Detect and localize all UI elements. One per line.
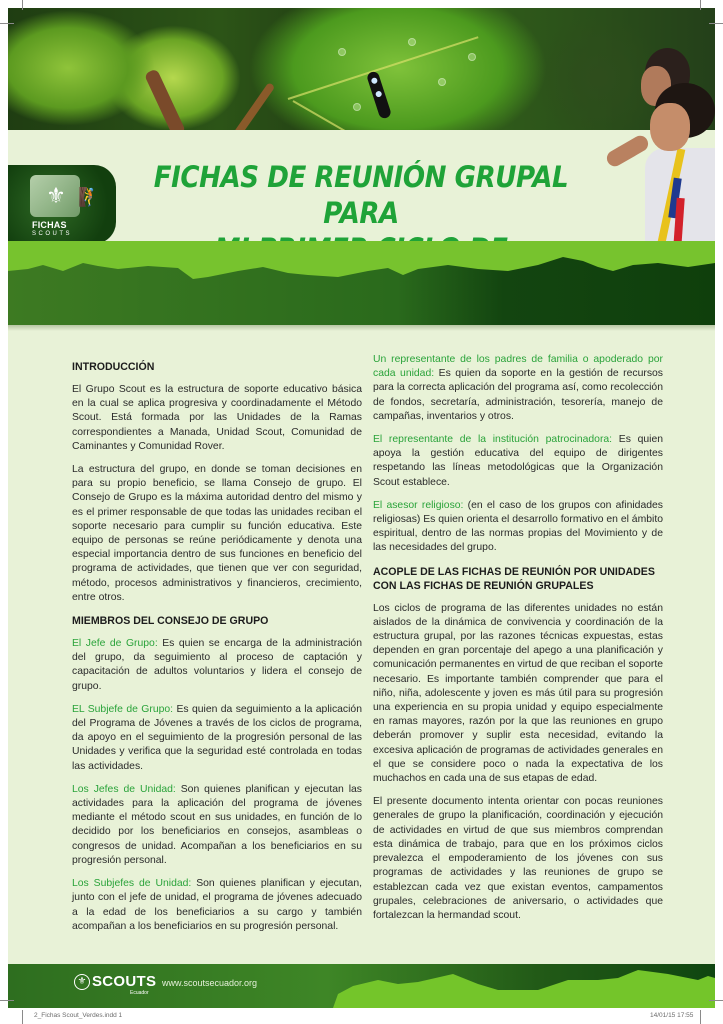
acople-paragraph-1: Los ciclos de programa de las diferentes unidades no están aislados de la dinámica de convivencia y coordinación de la estructura grupal, por las razones técnicas expuestas, estas dependen en gran porcentaje del apego a una planificación y comunicación permanentes en virtud de que reciban el soporte necesario. Es importante también comprender que para el niño, niña, adolescente y joven es más útil para su progresión una experiencia en su propia unidad y equipo especialmente en ramas mayores, razón por la que las reuniones en grupo deberán promover y suplir esta necesidad, evitando la excesiva aplicación de programas de actividades generales en el que se considere poco o nada la expectativa de los muchachos en cada una de sus etapas de edad. — [373, 602, 663, 785]
crop-mark — [0, 1000, 14, 1001]
fleur-de-lis-icon: ⚜ — [46, 183, 66, 208]
member-role: El Jefe de Grupo: — [72, 638, 158, 650]
child-arm — [605, 133, 651, 169]
member-description: Son quienes planifican y ejecutan las actividades para la aplicación del programa de jóvenes mediante el método scout en sus unidades, en función de lo decidido por los beneficiarios en consejos, asambleas o congresos de unidad. Acompañan a los beneficiarios en su progresión personal. — [72, 783, 363, 866]
stem-shape — [229, 82, 276, 130]
acople-paragraph-2: El presente documento intenta orientar con pocas reuniones generales de grupo la planificación, coordinación y ejecución de actividades en virtud de que sus miembros comprendan esta dinámica de trabajo, para que en los próximos ciclos prevalezca el empoderamiento de los jóvenes con sus programas de actividades y las reuniones de grupo se establezcan cada vez que existan eventos, campamentos grupales, celebraciones de aniversario, o actividades que fortalezcan la hermandad scout. — [373, 796, 663, 921]
document-page — [8, 8, 715, 1008]
member-asesor-religioso — [373, 499, 663, 556]
footer-brand-sub: Ecuador — [130, 990, 149, 996]
title-line-1: FICHAS DE REUNIÓN GRUPAL PARA — [153, 160, 569, 230]
crop-mark — [709, 1000, 723, 1001]
logo-text-fichas: FICHAS — [32, 220, 67, 230]
branch-shape — [144, 68, 186, 130]
scouts-ecuador-logo — [74, 973, 157, 996]
water-drop — [353, 103, 361, 111]
member-role: El representante de la institución patrocinadora: — [373, 434, 613, 446]
member-description: Es quien se encarga de la administración del grupo, da seguimiento al proceso de captación y capacitación de adultos voluntarios y lidera el consejo de grupo. — [72, 638, 362, 692]
left-column — [72, 358, 362, 943]
hills-banner — [8, 241, 715, 325]
climber-icon: 🧗 — [78, 187, 101, 207]
water-drop — [438, 78, 446, 86]
water-drop — [338, 48, 346, 56]
member-role: Los Subjefes de Unidad: — [72, 878, 192, 890]
fleur-de-lis-icon: ⚜ — [74, 974, 90, 990]
member-subjefes-unidad — [72, 877, 362, 934]
website-link[interactable]: www.scoutsecuador.org — [162, 978, 258, 988]
member-description: Es quien da soporte en la gestión de recursos para la correcta aplicación del programa así, como recolección de fondos, secretaría, administración, tesorería, manejo de campañas, inventarios y otros. — [373, 368, 664, 422]
hills-shadow — [8, 325, 715, 331]
member-role: EL Subjefe de Grupo: — [72, 703, 174, 715]
members-heading: MIEMBROS DEL CONSEJO DE GRUPO — [72, 615, 269, 628]
scouts-kids-photo — [605, 48, 715, 248]
member-role: Los Jefes de Unidad: — [72, 783, 176, 795]
member-representante-institucion — [373, 433, 663, 490]
crop-mark — [22, 1010, 23, 1024]
crop-mark — [709, 23, 723, 24]
crop-mark — [0, 23, 14, 24]
footer-brand: SCOUTS — [92, 973, 157, 990]
fichas-scouts-logo — [8, 165, 116, 244]
intro-heading: INTRODUCCIÓN — [72, 361, 155, 373]
member-description: Son quienes planifican y ejecutan, junto con el jefe de unidad, el programa de jóvenes adecuado a la edad de los beneficiarios a su cargo y también acompañan a los beneficiarios en su progresión personal. — [72, 878, 362, 932]
member-description: Es quien apoya la gestión educativa del equipo de dirigentes respetando las líneas metodológicas que la Organización Scout establece. — [373, 434, 663, 488]
print-slug-filename: 2_Fichas Scout_Verdes.indd 1 — [34, 1012, 123, 1019]
water-drop — [468, 53, 476, 61]
member-jefe-grupo — [72, 637, 362, 694]
member-description: Es quien da seguimiento a la aplicación del Programa de Jóvenes a través de los ciclos de programa, da apoyo en el seguimiento de la progresión personal de las Unidades y verifica que la seguridad esté controlada en todas las actividades. — [72, 703, 362, 772]
mountain-silhouette — [8, 241, 715, 325]
member-role: Un representante de los padres de familia o apoderado por cada unidad: — [373, 354, 663, 380]
member-role: El asesor religioso: — [373, 499, 464, 511]
water-drop — [408, 38, 416, 46]
crop-mark — [22, 0, 23, 10]
member-representante-padres — [373, 353, 663, 424]
acople-heading: ACOPLE DE LAS FICHAS DE REUNIÓN POR UNIDADES CON LAS FICHAS DE REUNIÓN GRUPALES — [373, 565, 655, 592]
logo-text-scouts: SCOUTS — [32, 231, 73, 237]
right-column — [373, 353, 663, 932]
member-subjefe-grupo — [72, 703, 362, 774]
intro-paragraph-2: La estructura del grupo, en donde se toman decisiones en para su propio beneficio, se llama Consejo de grupo. El Consejo de Grupo es la máxima autoridad dentro del mismo y es el primer responsable de que todas las unidades reciban el soporte necesario para cumplir su función educativa. Este equipo de personas se reúne periódicamente y denota una especial importancia dentro de sus funciones en beneficio del programa de actividades, que tienen que ver con seguridad, método, procesos administrativos y financieros, crecimiento, entre otros. — [72, 464, 362, 603]
member-description: (en el caso de los grupos con afinidades religiosas) Es quien orienta el desarrollo formativo en el ámbito espiritual, dentro de las normas propias del Movimiento y de las necesidades del grupo. — [373, 499, 663, 554]
child-face — [650, 103, 690, 151]
footer-banner — [8, 964, 715, 1008]
beetle-image — [366, 70, 392, 119]
crop-mark — [700, 1010, 701, 1024]
intro-paragraph-1: El Grupo Scout es la estructura de soporte educativo básica en la cual se aplica progresiva y coordinadamente el Método Scout. Está formada por las Unidades de la Ramas correspondientes a Manada, Unidad Scout, Comunidad de Caminantes y Comunidad Rover. — [72, 384, 362, 452]
print-slug-date: 14/01/15 17:55 — [650, 1012, 694, 1019]
crop-mark — [700, 0, 701, 10]
member-jefes-unidad — [72, 783, 362, 868]
